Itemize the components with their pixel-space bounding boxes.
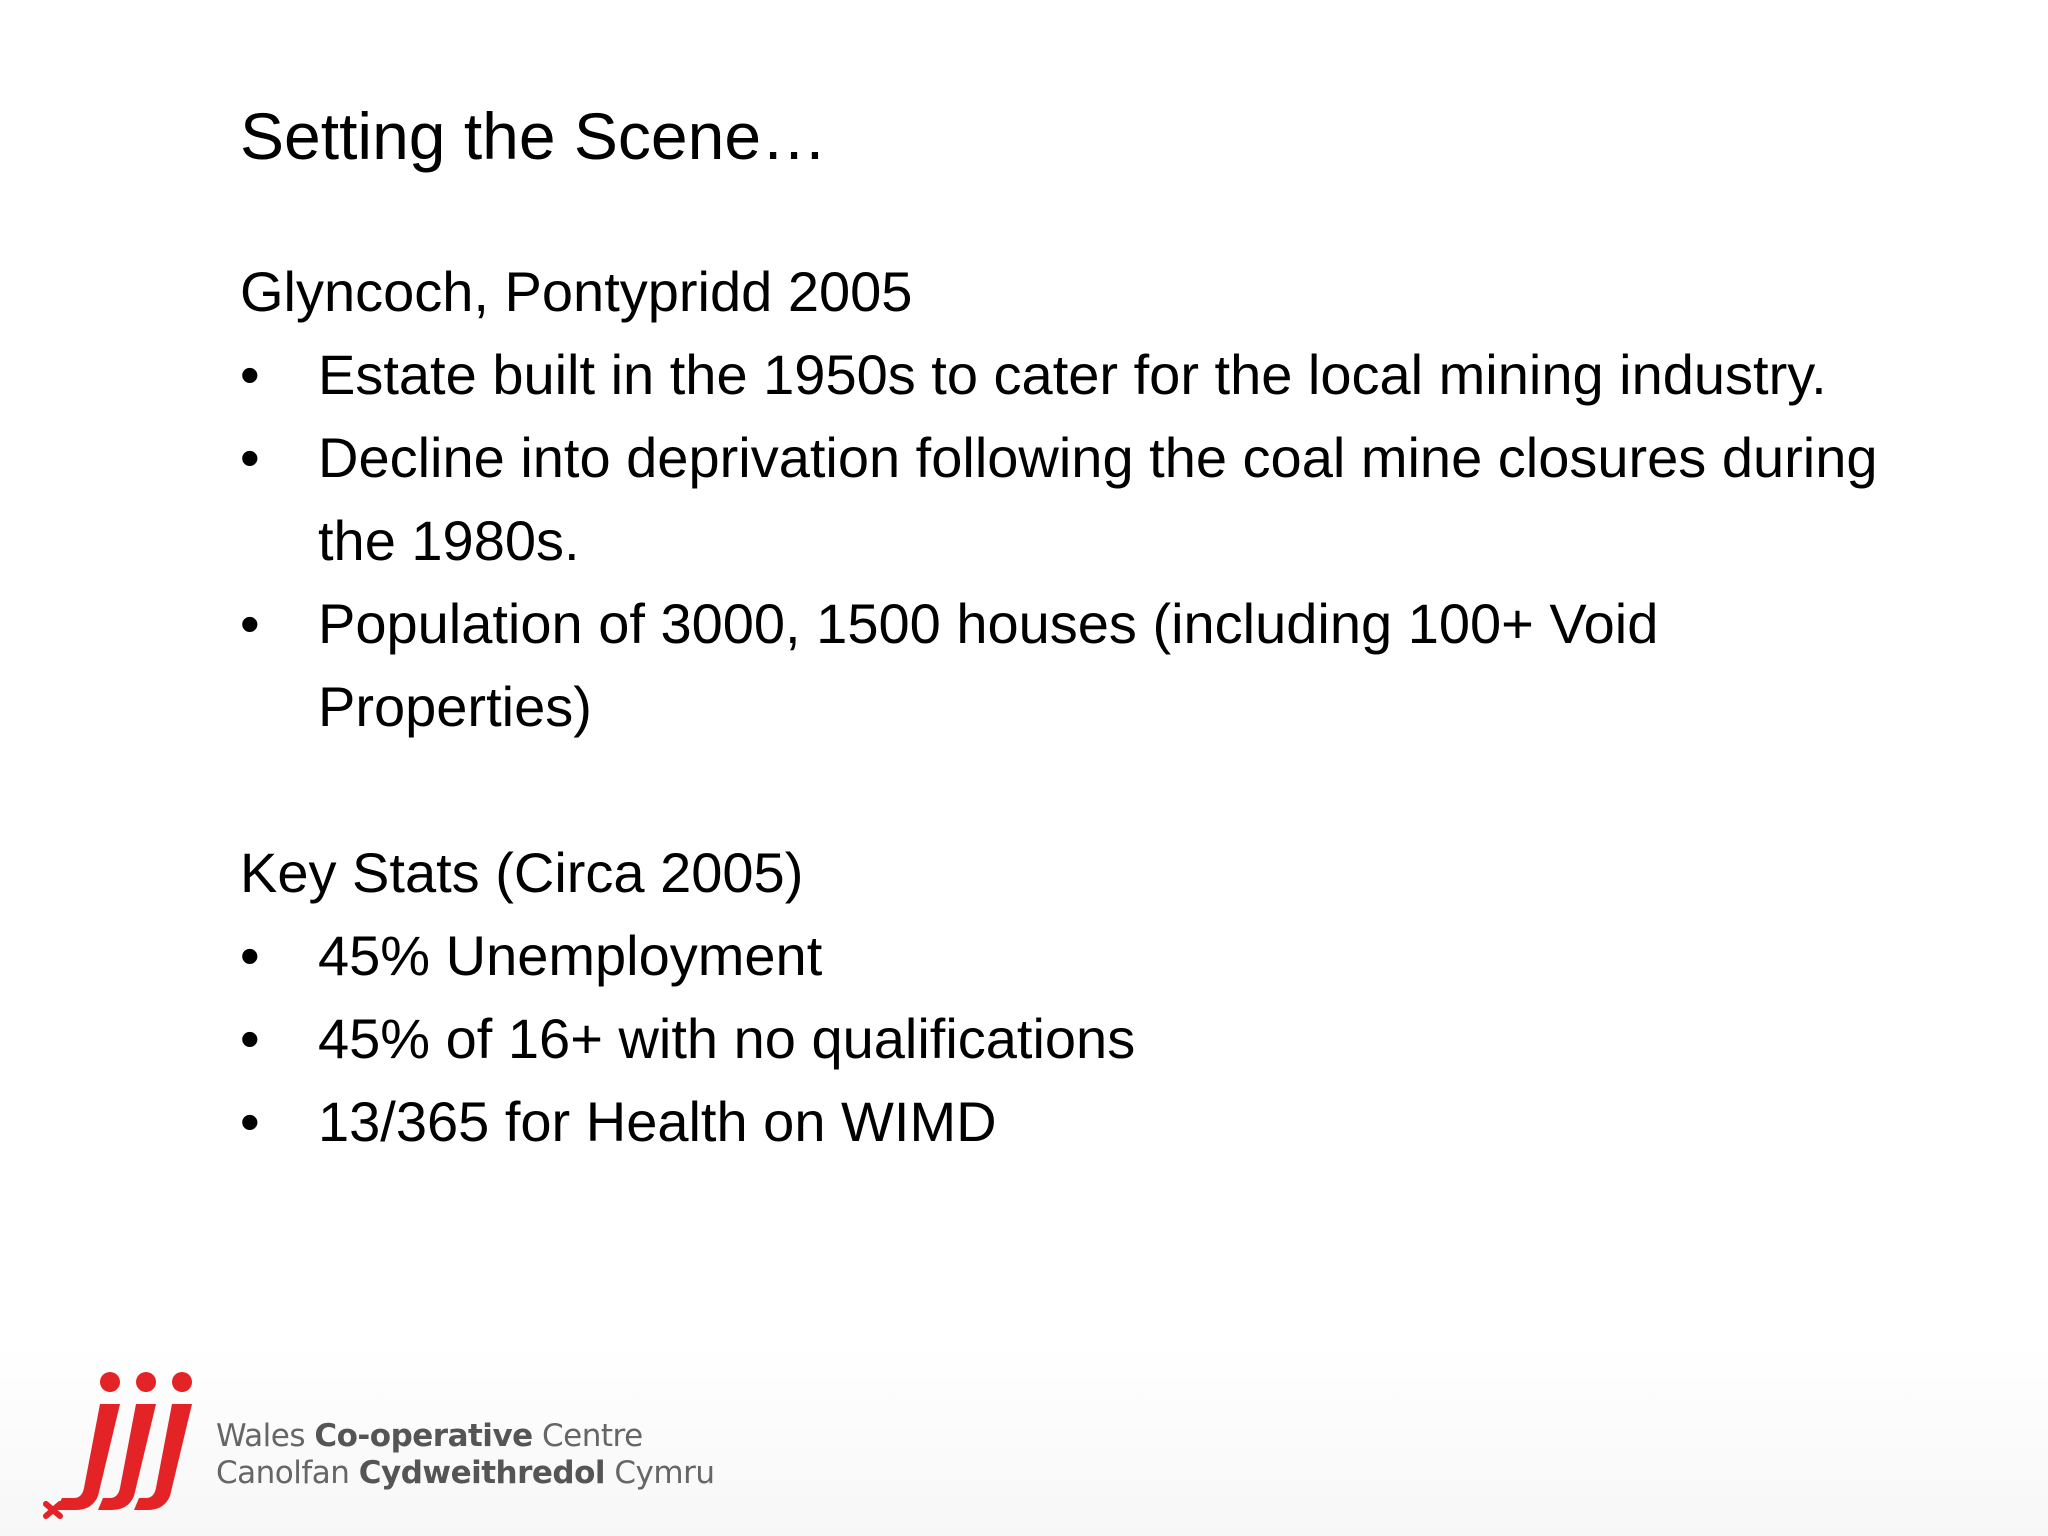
cooperative-figures-icon [40,1370,210,1520]
section-heading-key-stats: Key Stats (Circa 2005) [240,841,804,904]
section-heading-location: Glyncoch, Pontypridd 2005 [240,260,913,323]
logo-text-part: Centre [532,1418,643,1454]
logo-line-english [216,1418,714,1455]
logo-line-welsh [216,1455,714,1492]
logo-text-part: Canolfan [216,1455,359,1491]
bullet-item [240,1080,1880,1163]
bullet-icon: • [240,1090,260,1153]
bullet-text: Population of 3000, 1500 houses (including 100+ Void Properties) [318,592,1659,738]
logo-text-part: Wales [216,1418,315,1454]
logo-text-part: Cydweithredol [358,1455,606,1491]
bullet-icon: • [240,343,260,406]
slide-content [240,250,1880,1163]
bullet-text: Estate built in the 1950s to cater for the local mining industry. [318,343,1827,406]
bullet-icon: • [240,426,260,489]
bullet-text: 45% of 16+ with no qualifications [318,1007,1136,1070]
bullet-item [240,914,1880,997]
logo-text-part: Co-operative [314,1418,533,1454]
bullet-item [240,997,1880,1080]
bullet-icon: • [240,592,260,655]
bullet-text: 13/365 for Health on WIMD [318,1090,997,1153]
bullet-item [240,416,1880,582]
section-spacer [240,748,1880,831]
logo-wordmark [216,1418,714,1492]
logo-text-part: Cymru [605,1455,715,1491]
bullet-item [240,582,1880,748]
wales-cooperative-centre-logo [40,1370,715,1520]
bullet-text: Decline into deprivation following the coal mine closures during the 1980s. [318,426,1878,572]
slide-title: Setting the Scene… [240,99,828,173]
bullet-item [240,333,1880,416]
bullet-text: 45% Unemployment [318,924,823,987]
bullet-list-location [240,333,1880,748]
bullet-list-key-stats [240,914,1880,1163]
bullet-icon: • [240,1007,260,1070]
bullet-icon: • [240,924,260,987]
